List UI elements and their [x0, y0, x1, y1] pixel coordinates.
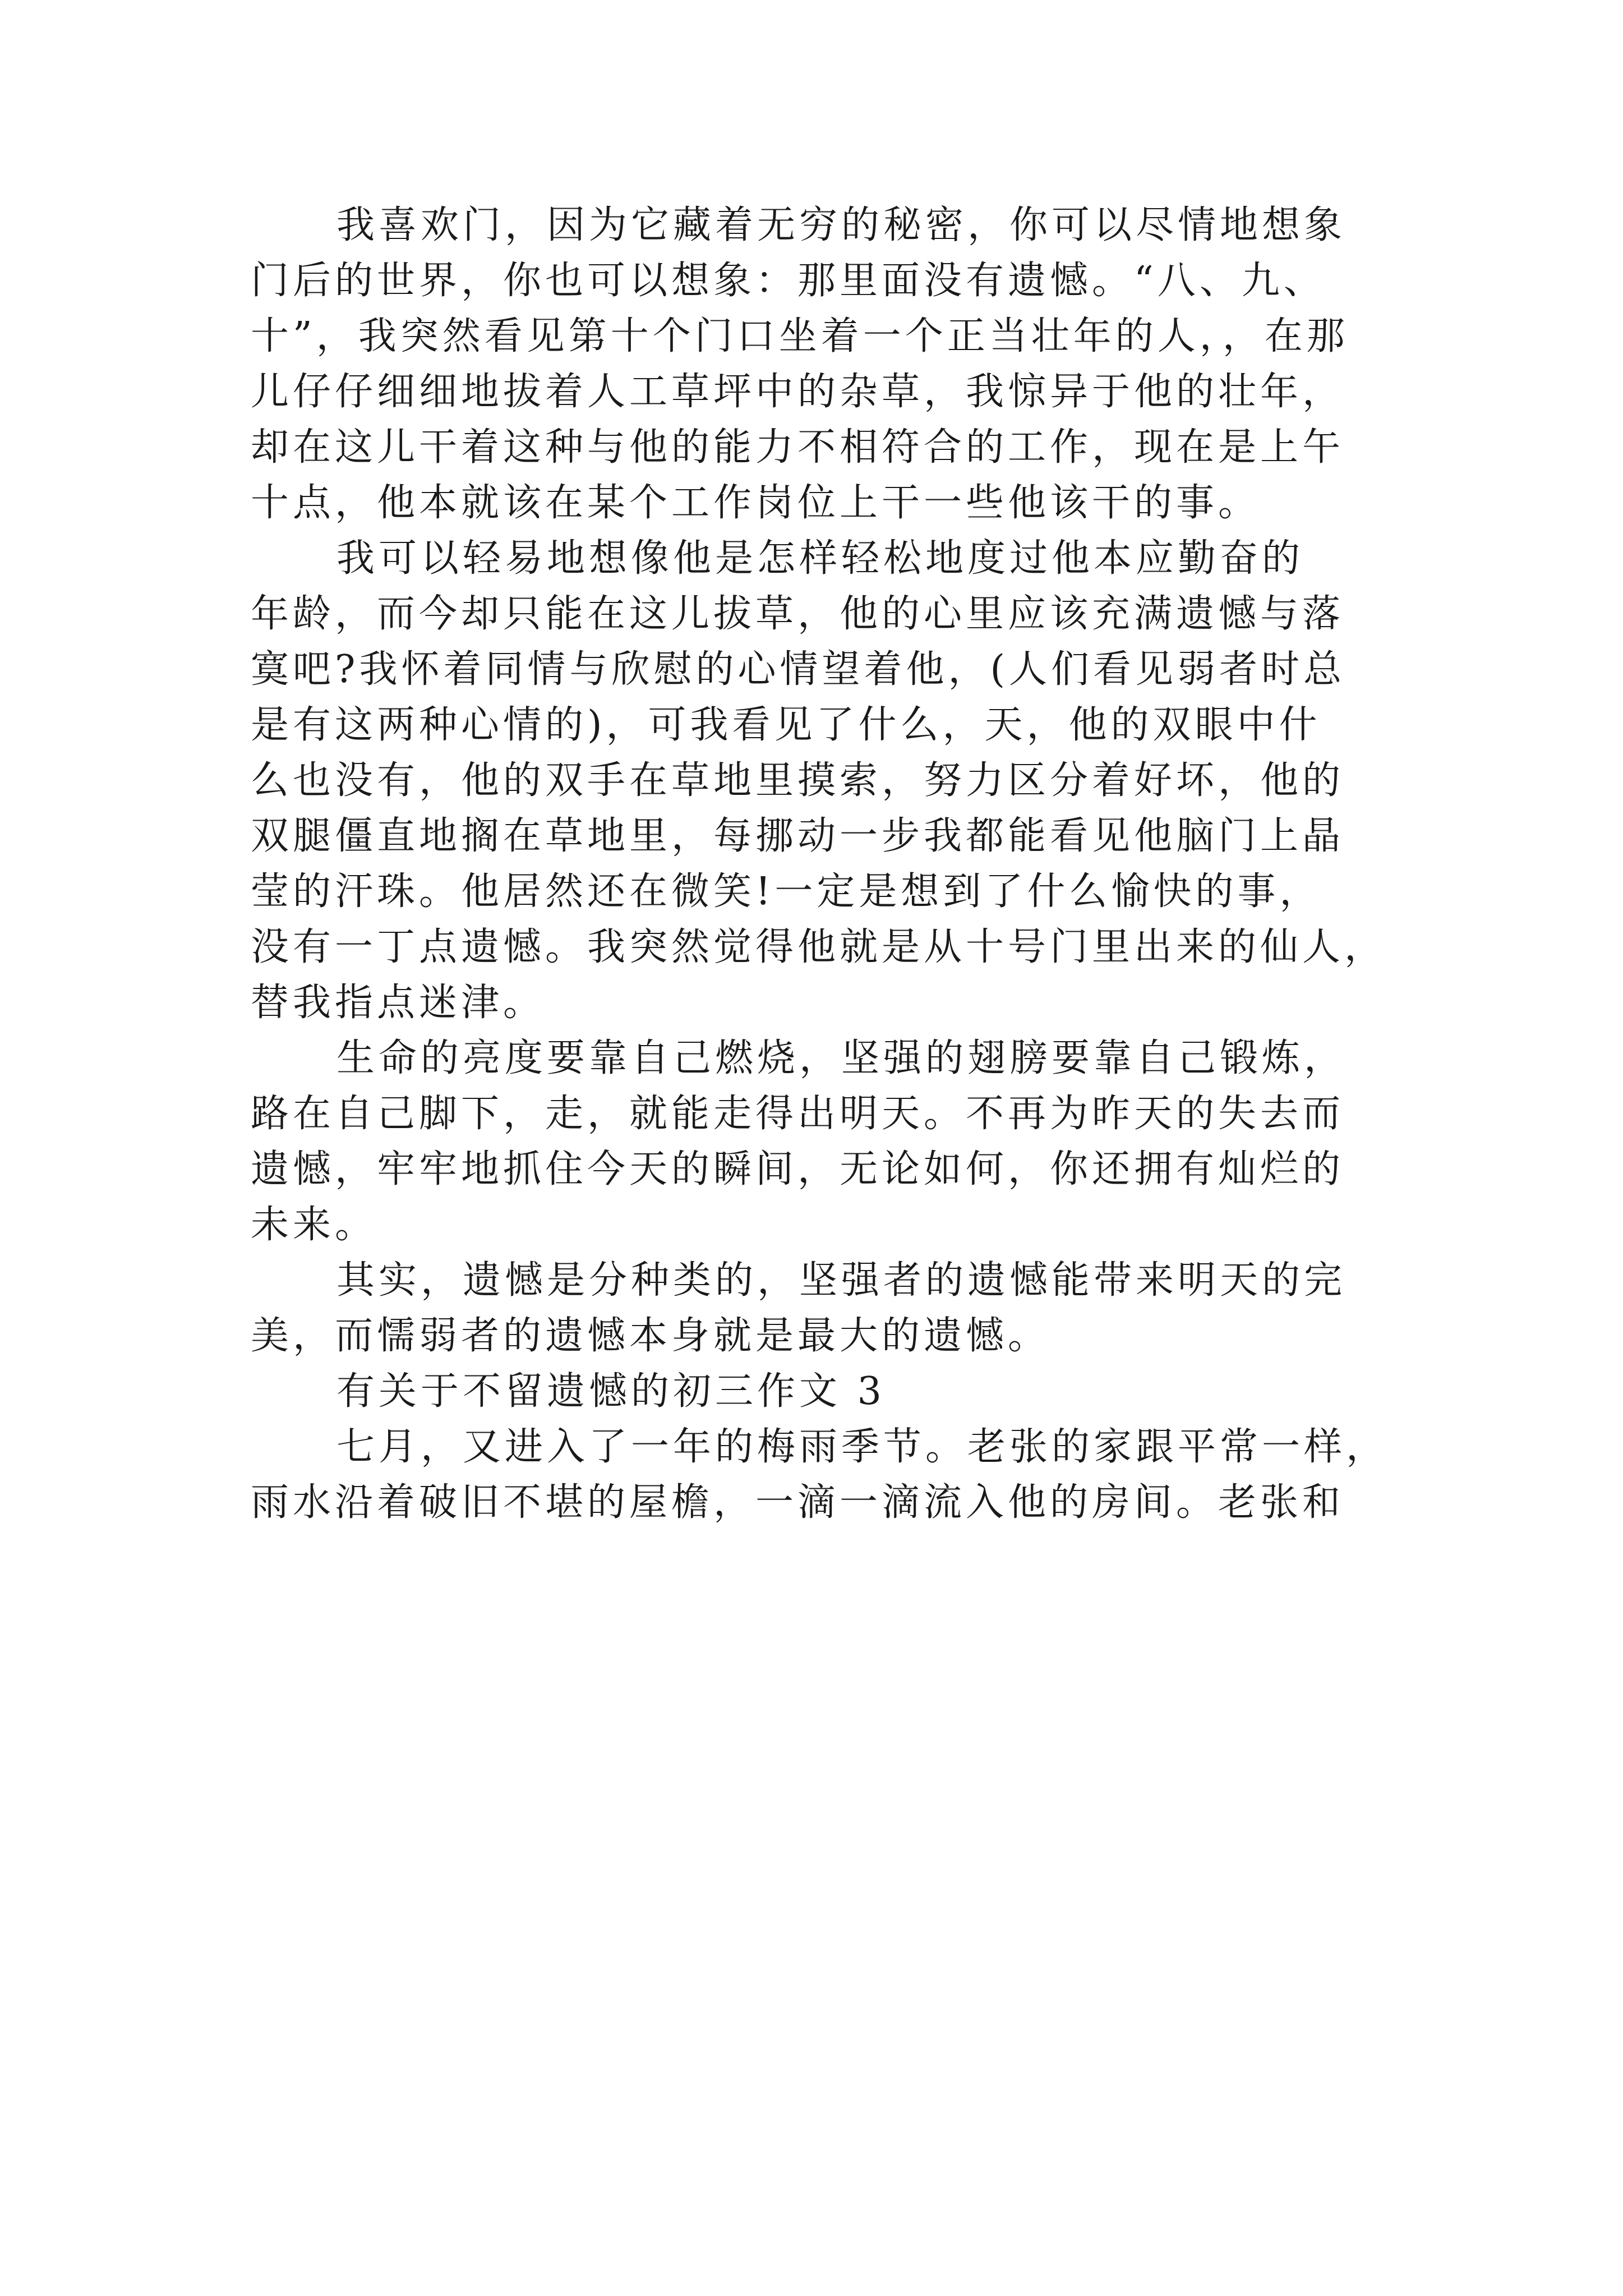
text-line: 我可以轻易地想像他是怎样轻松地度过他本应勤奋的 — [336, 536, 1304, 581]
body-text — [251, 197, 1400, 1530]
text-line: 遗憾，牢牢地抓住今天的瞬间，无论如何，你还拥有灿烂的 — [251, 1147, 1345, 1191]
section-title: 有关于不留遗憾的初三作文 3 — [336, 1369, 886, 1414]
text-line: 没有一丁点遗憾。我突然觉得他就是从十号门里出来的仙人， — [251, 925, 1387, 969]
text-line: 我喜欢门，因为它藏着无穷的秘密，你可以尽情地想象 — [336, 203, 1347, 247]
text-line: 美，而懦弱者的遗憾本身就是最大的遗憾。 — [251, 1314, 1050, 1358]
text-line: 七月，又进入了一年的梅雨季节。老张的家跟平常一样， — [336, 1425, 1389, 1469]
text-line: 年龄，而今却只能在这儿拔草，他的心里应该充满遗憾与落 — [251, 592, 1345, 636]
text-line: 门后的世界，你也可以想象：那里面没有遗憾。“八、九、 — [251, 259, 1326, 303]
text-line: 生命的亮度要靠自己燃烧，坚强的翅膀要靠自己锻炼， — [336, 1036, 1347, 1080]
text-line: 儿仔仔细细地拔着人工草坪中的杂草，我惊异于他的壮年， — [251, 370, 1345, 414]
text-line: 么也没有，他的双手在草地里摸索，努力区分着好坏，他的 — [251, 758, 1345, 803]
text-line: 双腿僵直地搁在草地里，每挪动一步我都能看见他脑门上晶 — [251, 814, 1345, 858]
text-line: 莹的汗珠。他居然还在微笑!一定是想到了什么愉快的事， — [251, 869, 1322, 914]
text-line: 替我指点迷津。 — [251, 981, 546, 1025]
text-line: 十”，我突然看见第十个门口坐着一个正当壮年的人，，在那 — [251, 314, 1349, 358]
text-line: 路在自己脚下，走，就能走得出明天。不再为昨天的失去而 — [251, 1092, 1345, 1136]
text-line: 寞吧?我怀着同情与欣慰的心情望着他，(人们看见弱者时总 — [251, 647, 1345, 692]
text-line: 其实，遗憾是分种类的，坚强者的遗憾能带来明天的完 — [336, 1258, 1347, 1303]
text-line: 却在这儿干着这种与他的能力不相符合的工作，现在是上午 — [251, 425, 1345, 470]
text-line: 雨水沿着破旧不堪的屋檐，一滴一滴流入他的房间。老张和 — [251, 1480, 1345, 1525]
text-line: 是有这两种心情的)，可我看见了什么，天，他的双眼中什 — [251, 703, 1321, 747]
text-line: 十点，他本就该在某个工作岗位上干一些他该干的事。 — [251, 481, 1261, 525]
text-line: 未来。 — [251, 1203, 377, 1247]
